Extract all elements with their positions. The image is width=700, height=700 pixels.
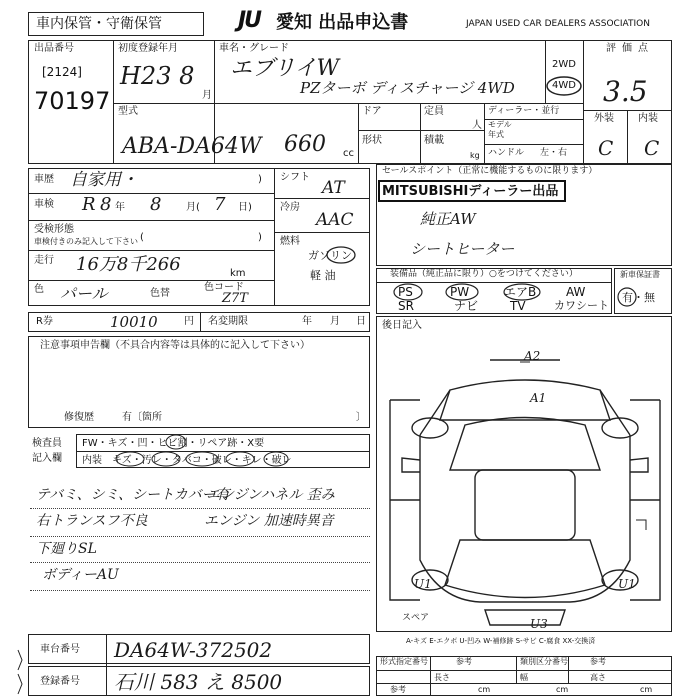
equip-pw: PW — [450, 285, 470, 299]
inspector-row2: キズ・汚レ・タバコ・破レ・キレ・破レ — [112, 455, 292, 466]
dealer-badge: MITSUBISHIディーラー出品 — [382, 184, 559, 199]
repair-label: 修復歴 — [64, 412, 94, 423]
damage-legend: A-キズ E-エクボ U-凹み W-補修跡 S-サビ C-腐食 XX-交換済 — [406, 637, 596, 645]
dealer-label: ディーラー・並行 — [488, 106, 560, 116]
after-entry-label: 後日記入 — [382, 320, 422, 331]
plate-label: 登録番号 — [40, 676, 80, 687]
damage-mark-u3: U3 — [530, 617, 548, 631]
inspect-month-unit: 月( — [186, 202, 200, 213]
capacity-label: 定員 — [424, 106, 444, 117]
reg-value: H23 8 — [120, 62, 195, 90]
warranty-circle — [617, 287, 637, 307]
nc-day: 日 — [356, 316, 366, 327]
weight-label: 積載 — [424, 135, 444, 146]
score-value: 3.5 — [603, 75, 648, 108]
handle-label: ハンドル — [488, 148, 525, 158]
inspector-circles — [76, 434, 370, 468]
chassis-label: 車台番号 — [40, 644, 80, 655]
color-value: パール — [60, 284, 108, 303]
handle-options: 左・右 — [540, 148, 568, 158]
ac-label: 冷房 — [280, 202, 300, 213]
shift-value: AT — [322, 178, 345, 198]
accept-close: ) — [258, 232, 262, 243]
spec-ref: 参考 — [456, 657, 472, 666]
equipment-label: 装備品（純正品に限り）○をつけてください） — [390, 269, 578, 279]
comment-3: 右トランスフ不良 — [36, 513, 148, 529]
damage-mark-a2: A2 — [524, 349, 541, 363]
reg-unit: 月 — [202, 90, 212, 101]
mileage-unit: km — [230, 268, 246, 279]
equip-airbag: エアB — [504, 285, 537, 299]
lot-small: [2124] — [42, 65, 82, 79]
comment-5: 下廻りSL — [36, 541, 97, 557]
name-change-label: 名変期限 — [208, 316, 248, 327]
damage-mark-u1-left: U1 — [414, 577, 432, 591]
sales-line2: シートヒーター — [410, 240, 515, 258]
equip-leather: カワシート — [554, 299, 609, 312]
inspector-label1: 検査員 — [32, 438, 62, 449]
recycle-unit: 円 — [184, 316, 194, 327]
accept-label: 受検形態 — [34, 224, 74, 235]
equip-navi: ナビ — [454, 299, 479, 313]
inspect-year: 8 — [100, 194, 112, 215]
inspect-day: 7 — [214, 194, 226, 215]
accept-open: ( — [140, 232, 144, 243]
declaration-label: 注意事項申告欄（不具合内容等は具体的に記入して下さい） — [40, 340, 310, 351]
mileage-label: 走行 — [34, 255, 54, 266]
warranty-label: 新車保証書 — [620, 270, 660, 279]
equip-sr: SR — [398, 299, 414, 313]
int-label: 内装 — [638, 113, 658, 124]
inspect-day-unit: 日) — [238, 202, 252, 213]
displacement: 660 — [284, 132, 326, 157]
type-label: 型式 — [118, 106, 138, 117]
lot-label: 出品番号 — [34, 43, 74, 54]
color-change-label: 色替 — [150, 288, 170, 299]
type-value: ABA-DA64W — [122, 134, 262, 159]
repair-value: 有〔箇所 — [122, 412, 162, 423]
plate-marks — [14, 650, 34, 694]
comment-6: ボディーAU — [42, 567, 119, 583]
inspector-row1: FW・キズ・凹・ヒビ割・リペア跡・X要 — [82, 438, 265, 449]
shift-label: シフト — [280, 172, 310, 183]
equip-aw: AW — [566, 285, 586, 299]
inspect-label: 車検 — [34, 199, 54, 210]
width-unit: cm — [556, 685, 569, 694]
inspect-era: R — [82, 194, 96, 215]
height-unit: cm — [640, 685, 653, 694]
history-value: 自家用・ — [70, 170, 138, 190]
equip-ps: PS — [398, 285, 413, 299]
history-bracket: ) — [258, 174, 262, 185]
lot-number: 70197 — [34, 87, 111, 115]
drive-4wd: 4WD — [552, 80, 576, 91]
door-label: ドア — [362, 106, 382, 117]
ac-value: AAC — [316, 210, 354, 230]
comment-4: エンジン 加速時異音 — [204, 513, 334, 529]
score-label: 評価点 — [606, 43, 654, 54]
length-label: 長さ — [434, 673, 450, 682]
height-label: 高さ — [590, 673, 606, 682]
inspect-year-unit: 年 — [115, 202, 125, 213]
spec-label: 形式指定番号 — [380, 657, 428, 666]
fuel-diesel: 軽 油 — [310, 269, 336, 282]
category-label: 類別区分番号 — [520, 657, 568, 666]
length-unit: cm — [478, 685, 491, 694]
warranty-options: 有・無 — [622, 291, 655, 304]
int-value: C — [644, 136, 660, 160]
color-label: 色 — [34, 284, 44, 295]
storage-label: 車内保管・守衛保管 — [36, 16, 162, 32]
color-code-label: 色コード — [204, 282, 244, 293]
category-ref: 参考 — [590, 657, 606, 666]
inspector-label2: 記入欄 — [32, 453, 62, 464]
comment-2: エンジンハネル 歪み — [206, 487, 335, 503]
recycle-label: R券 — [36, 316, 53, 327]
model-label: 車名・グレード — [219, 43, 289, 54]
plate-value: 石川 583 え 8500 — [114, 670, 283, 694]
inspector-row2-prefix: 内装 — [82, 455, 102, 466]
car-name: エブリイW — [230, 56, 340, 81]
inspect-month: 8 — [150, 194, 162, 215]
ju-logo: JU — [238, 8, 261, 33]
capacity-unit: 人 — [472, 120, 482, 131]
sales-point-label: セールスポイント（正常に機能するものに限ります） — [382, 166, 598, 176]
history-label: 車歴 — [34, 174, 54, 185]
sales-line1: 純正AW — [420, 210, 476, 228]
chassis-value: DA64W-372502 — [114, 638, 273, 662]
ext-label: 外装 — [594, 113, 614, 124]
repair-close: 〕 — [356, 412, 366, 423]
shape-label: 形状 — [362, 135, 382, 146]
accept-note: 車検付きのみ記入して下さい — [34, 237, 138, 246]
association-name: JAPAN USED CAR DEALERS ASSOCIATION — [466, 19, 650, 29]
disp-unit: cc — [343, 148, 354, 159]
model-year-label: モデル — [488, 120, 512, 129]
grade: PZターボ ディスチャージ 4WD — [300, 79, 515, 97]
fuel-gas: ガソリン — [308, 249, 352, 262]
comment-1: テバミ、シミ、シートカバー有 — [36, 487, 230, 503]
recycle-value: 10010 — [110, 313, 158, 331]
mileage-value: 16万8千266 — [76, 254, 181, 275]
width-label: 幅 — [520, 673, 528, 682]
form-title: 愛知 出品申込書 — [276, 12, 409, 33]
color-code: Z7T — [222, 291, 248, 306]
nc-month: 月 — [330, 316, 340, 327]
recycle-row — [28, 312, 370, 332]
equip-circles — [376, 282, 612, 314]
damage-mark-a1: A1 — [530, 391, 547, 405]
ref-sub-label: 参考 — [390, 685, 406, 694]
nc-year: 年 — [302, 316, 312, 327]
spare-label: スペア — [402, 613, 430, 623]
model-year-label2: 年式 — [488, 130, 504, 139]
reg-label: 初度登録年月 — [118, 43, 178, 54]
equip-tv: TV — [510, 299, 526, 313]
weight-unit: kg — [470, 151, 480, 160]
fuel-label: 燃料 — [280, 236, 300, 247]
damage-mark-u1-right: U1 — [618, 577, 636, 591]
ext-value: C — [598, 136, 614, 160]
drive-2wd: 2WD — [552, 59, 576, 70]
